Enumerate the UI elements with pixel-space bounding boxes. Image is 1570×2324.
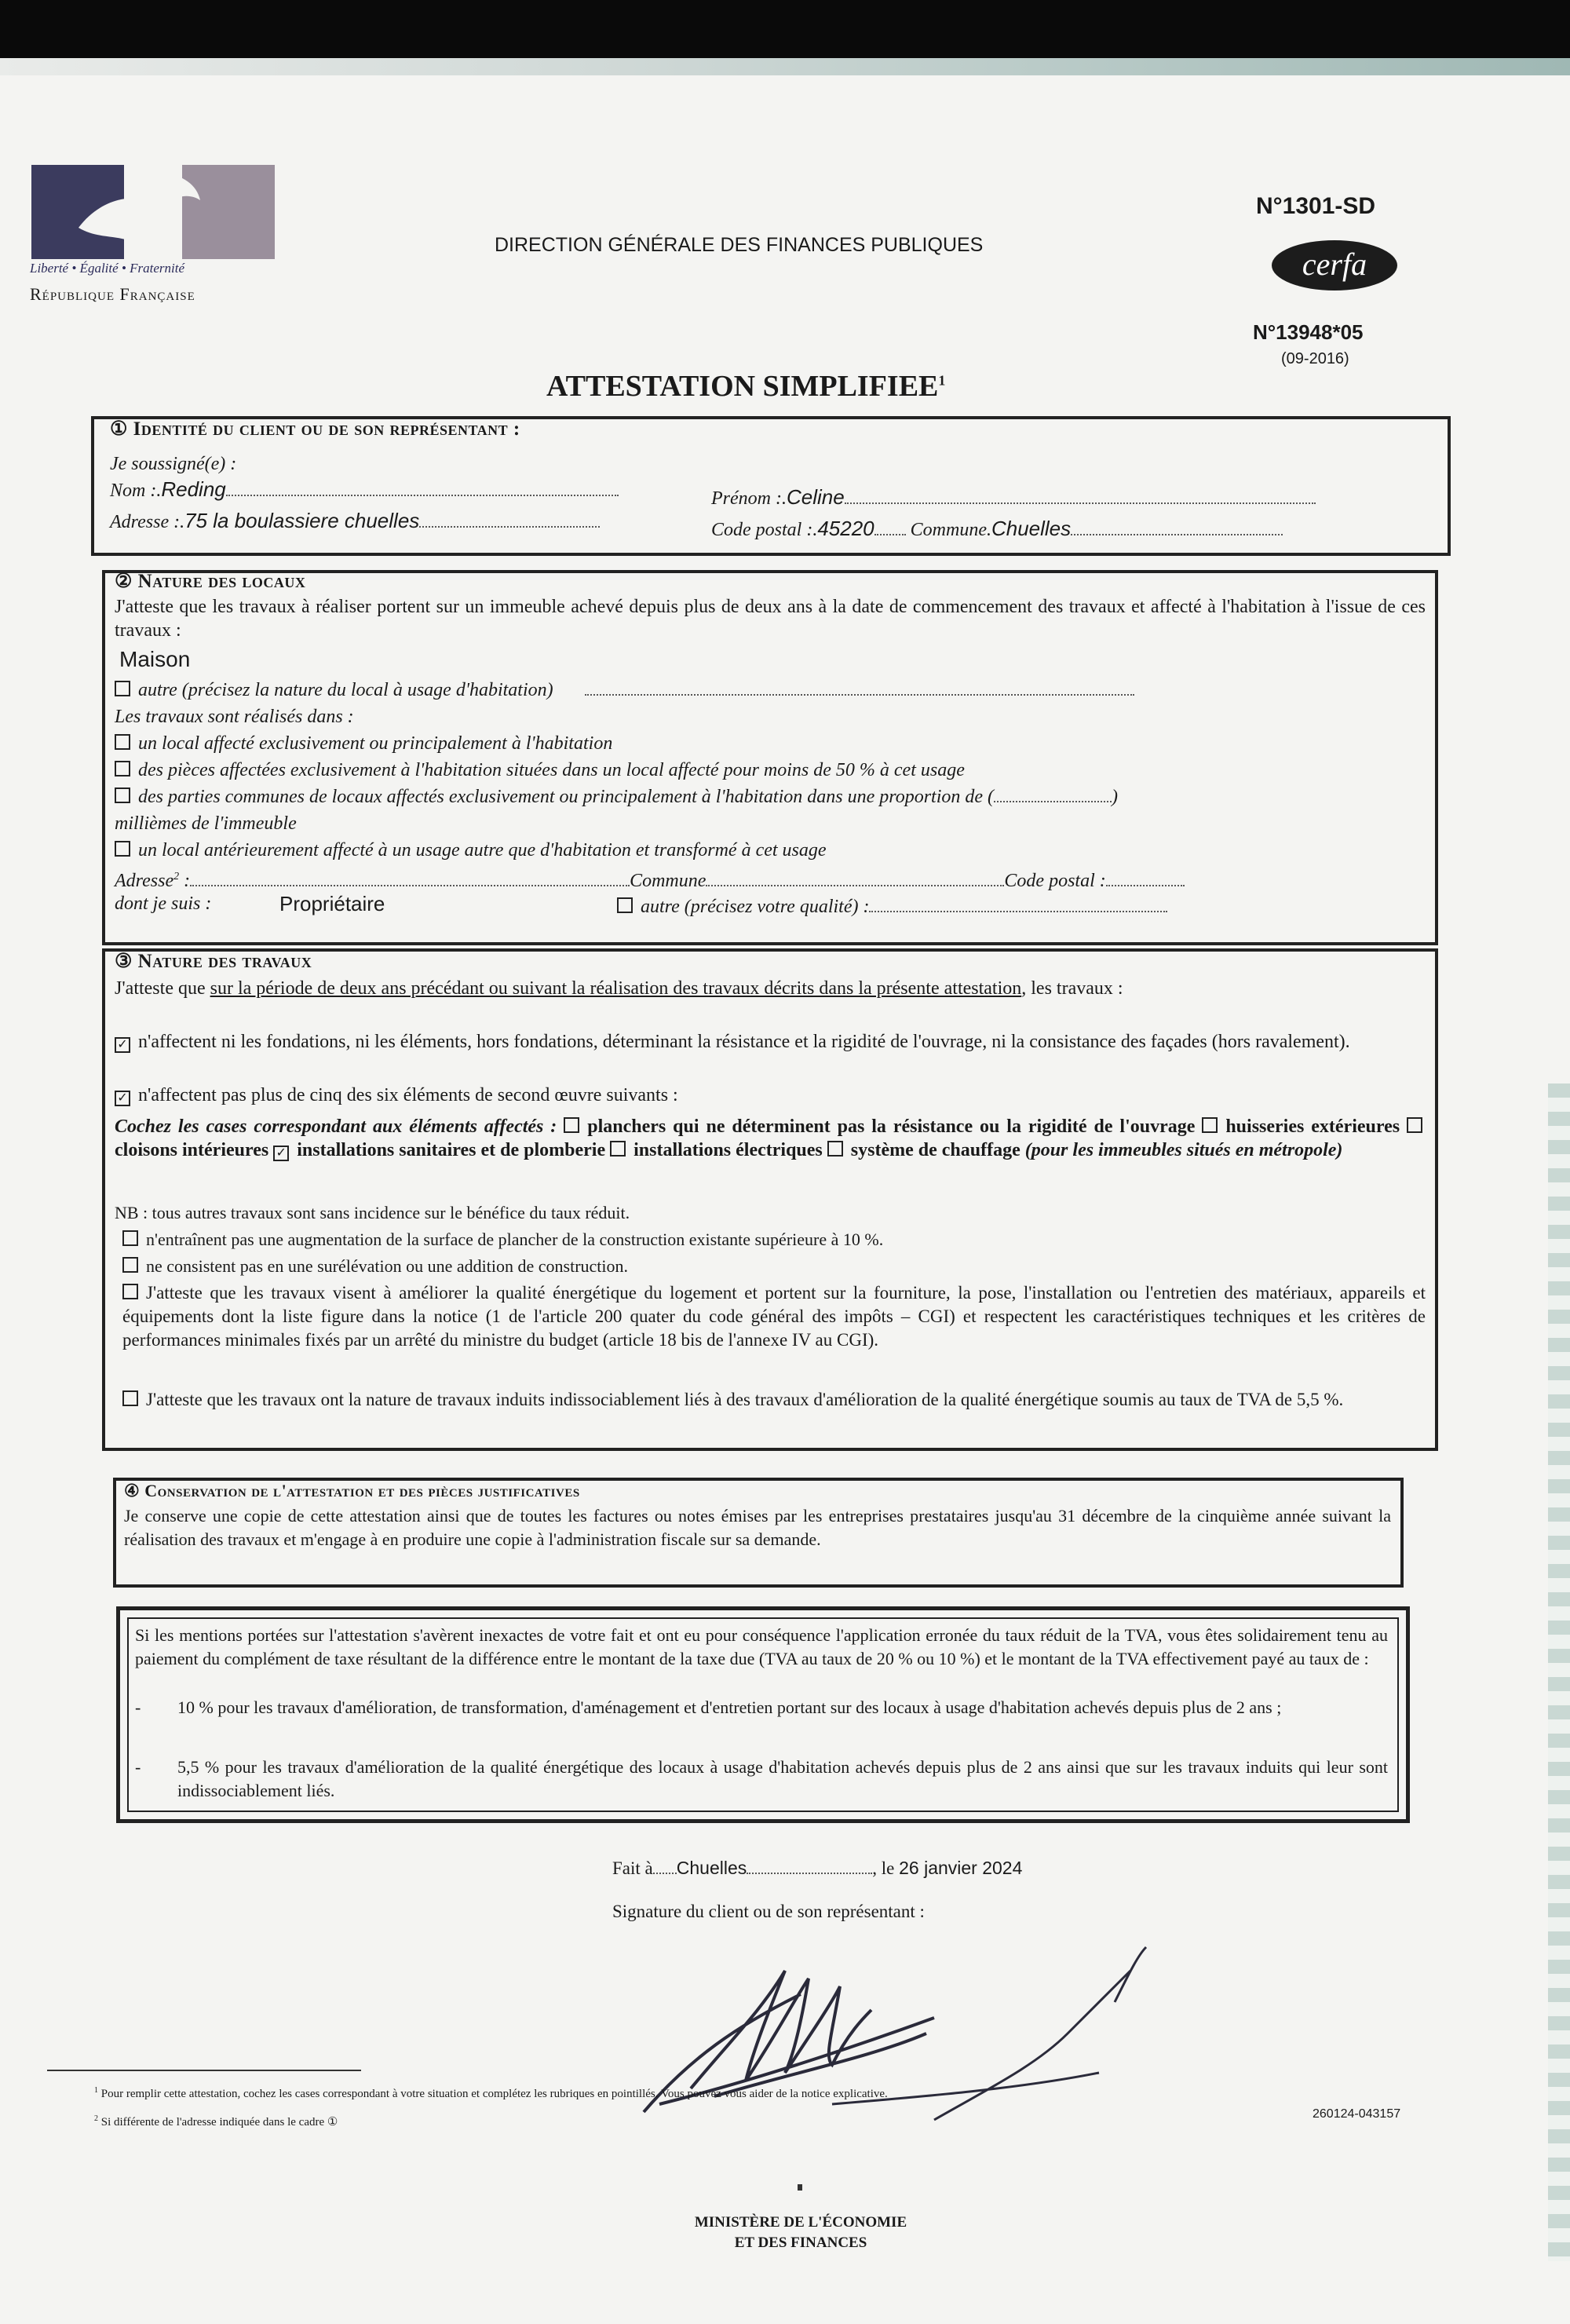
checkbox-checked[interactable]: ✓ [115,1091,130,1106]
realises-dans: Les travaux sont réalisés dans : [115,707,354,727]
document-code: 260124-043157 [1313,2107,1401,2121]
ministry-line-1: MINISTÈRE DE L'ÉCONOMIE [694,2214,907,2231]
travaux-check-6-label: J'atteste que les travaux ont la nature de travaux induits indissociablement liés à des travaux d'amélioration de la qualité énergétique soumis au taux de TVA de 5,5 %. [146,1390,1344,1409]
autre-local-option[interactable] [115,678,1134,702]
local-option-1-label: un local affecté exclusivement ou principalement à l'habitation [138,733,613,754]
title-footnote-mark: 1 [938,372,946,389]
cp-label: Code postal :. [711,520,818,540]
travaux-check-4-label: ne consistent pas en une surélévation ou une addition de construction. [146,1256,629,1276]
footnote-2: $^2$ Si différente de l'adresse indiquée dans le cadre ① [94,2114,338,2129]
cochez-instruction: Cochez les cases correspondant aux éléments affectés : [115,1116,557,1137]
autre-qualite-option[interactable] [617,895,1167,919]
checkbox[interactable] [827,1141,843,1157]
elements-list [115,1115,1430,1162]
adresse-travaux-label: Adresse [115,871,174,891]
warning-bullet-1-text: 10 % pour les travaux d'amélioration, de transformation, d'aménagement et d'entretien portant sur des locaux à usage d'habitation achevés depuis plus de 2 ans ; [177,1697,1282,1717]
element-chauffage-note: (pour les immeubles situés en métropole) [1024,1140,1343,1160]
page-title [546,369,945,404]
section3-intro-a: J'atteste que [115,978,210,999]
section3-intro [115,977,1426,1000]
ministry-emblem [798,2184,802,2191]
local-option-3[interactable] [115,785,1118,809]
cerfa-logo: cerfa [1272,240,1397,290]
date-value: 26 janvier 2024 [899,1858,1023,1878]
fabric-edge [1548,1083,1570,2261]
fait-label: Fait à [612,1858,653,1878]
fait-a-field[interactable] [612,1856,1022,1880]
local-option-2-label: des pièces affectées exclusivement à l'habitation situées dans un local affecté pour moins de 50 % à cet usage [138,760,965,780]
ministry-line-2: ET DES FINANCES [734,2234,867,2251]
checkbox[interactable] [122,1284,138,1299]
section3-intro-underlined: sur la période de deux ans précédant ou suivant la réalisation des travaux décrits dans la présente attestation [210,978,1022,999]
checkbox[interactable] [122,1257,138,1273]
element-sanitaires: installations sanitaires et de plomberie [297,1140,606,1160]
type-local-value: Maison [119,647,191,671]
qualite-value: Propriétaire [279,892,385,915]
commune-travaux-label: Commune [630,871,706,891]
adresse-footnote-mark: 2 [173,871,180,882]
section2-heading: ② Nature des locaux [115,571,306,592]
cerfa-date: (09-2016) [1281,350,1349,367]
travaux-check-6[interactable] [122,1388,1426,1412]
adresse-value: 75 la boulassiere chuelles [184,509,420,532]
warning-bullet-1: - 10 % pour les travaux d'amélioration, de transformation, d'aménagement et d'entretien portant sur des locaux à usage d'habitation achevés depuis plus de 2 ans ; [135,1697,1282,1717]
adresse-label: Adresse :. [110,512,185,532]
warning-bullet-2-text: 5,5 % pour les travaux d'amélioration de la qualité énergétique des locaux à usage d'habitation achevés depuis plus de 2 ans ainsi que sur les travaux induits qui leur sont indissociablement liés. [177,1757,1388,1800]
checkbox[interactable] [115,734,130,750]
checkbox[interactable] [610,1141,626,1157]
checkbox[interactable] [1407,1117,1422,1133]
adresse-travaux-field[interactable] [115,865,1185,893]
warning-text: Si les mentions portées sur l'attestation s'avèrent inexactes de votre fait et ont eu pour conséquence l'application erronée du taux réduit de la TVA, vous êtes solidairement tenu au paiement du complément de taxe résultant de la différence entre le montant de la taxe due (TVA au taux de 20 % ou 10 %) et le montant de la TVA effectivement payé au taux de : [135,1625,1388,1668]
cp-value: 45220 [817,517,874,540]
cp-travaux-label: Code postal : [1004,871,1106,891]
local-option-1[interactable] [115,732,612,755]
commune-label: Commune. [910,520,991,540]
section1-heading: ① Identité du client ou de son représentant : [110,418,520,440]
section-travaux [102,948,1438,1451]
footer-rule [47,2070,361,2071]
autre-qualite-label: autre (précisez votre qualité) : [641,897,870,917]
element-cloisons: cloisons intérieures [115,1140,269,1160]
element-planchers: planchers qui ne déterminent pas la résistance ou la rigidité de l'ouvrage [587,1116,1196,1137]
section3-heading: ③ Nature des travaux [115,951,312,972]
marianne-logo [31,165,275,259]
section2-intro: J'atteste que les travaux à réaliser portent sur un immeuble achevé depuis plus de deux ans à la date de commencement des travaux et affecté à l'habitation à l'issue de ces travaux : [115,597,1426,641]
checkbox-checked[interactable]: ✓ [273,1146,289,1161]
section4-heading: ④ Conservation de l'attestation et des pièces justificatives [124,1481,580,1500]
nb-note: NB : tous autres travaux sont sans incidence sur le bénéfice du taux réduit. [115,1203,630,1222]
footnote-1: $^1$ Pour remplir cette attestation, cochez les cases correspondant à votre situation et complétez les rubriques en pointillés. Vous pouvez vous aider de la notice explicative. [94,2086,888,2100]
local-option-4[interactable] [115,839,827,862]
fabric-background [0,58,1570,75]
je-soussigne: Je soussigné(e) : [110,454,237,474]
adresse-travaux-colon: : [179,871,191,891]
checkbox[interactable] [122,1390,138,1406]
local-option-3-label: des parties communes de locaux affectés exclusivement ou principalement à l'habitation dans une proportion de ( [138,787,995,807]
direction-label: DIRECTION GÉNÉRALE DES FINANCES PUBLIQUES [495,234,984,256]
checkbox[interactable] [115,841,130,857]
footnote-2-text: Si différente de l'adresse indiquée dans le cadre ① [100,2116,338,2129]
checkbox[interactable] [115,787,130,803]
travaux-check-5[interactable] [122,1281,1426,1352]
le-label: , le [872,1858,895,1878]
checkbox[interactable] [115,761,130,776]
title-text: ATTESTATION SIMPLIFIEE [546,370,939,403]
signature-label: Signature du client ou de son représentant : [612,1902,925,1921]
autre-local-label: autre (précisez la nature du local à usage d'habitation) [138,680,553,700]
travaux-check-4[interactable] [122,1255,628,1278]
nom-field[interactable] [110,477,619,502]
checkbox[interactable] [1202,1117,1218,1133]
checkbox[interactable] [115,681,130,696]
section4-text: Je conserve une copie de cette attestation ainsi que de toutes les factures ou notes émises par les entreprises prestataires jusqu'au 31 décembre de la cinquième année suivant la réalisation des travaux et m'engage à en produire une copie à l'administration fiscale sur sa demande. [124,1506,1391,1549]
travaux-check-1[interactable] [115,1030,1426,1054]
prenom-field[interactable] [711,485,1316,510]
nom-value: Reding [161,477,226,501]
local-option-2[interactable] [115,758,965,782]
travaux-check-2-label: n'affectent pas plus de cinq des six éléments de second œuvre suivants : [138,1085,678,1105]
element-electriques: installations électriques [633,1140,823,1160]
cp-commune-field[interactable] [711,517,1283,542]
dont-je-suis-label: dont je suis : [115,893,212,914]
milliemes-label: millièmes de l'immeuble [115,813,297,834]
travaux-check-3[interactable] [122,1228,883,1252]
adresse-field[interactable] [110,509,600,534]
logo-motto: Liberté • Égalité • Fraternité [30,261,184,276]
form-number: N°1301-SD [1256,193,1376,219]
travaux-check-2[interactable] [115,1083,678,1107]
checkbox-checked[interactable]: ✓ [115,1037,130,1053]
warning-bullet-2: - 5,5 % pour les travaux d'amélioration de la qualité énergétique des locaux à usage d'habitation achevés depuis plus de 2 ans ainsi que sur les travaux induits qui leur sont indissociablement liés. [135,1757,1388,1800]
nom-label: Nom :. [110,481,162,501]
checkbox[interactable] [617,897,633,913]
travaux-check-1-label: n'affectent ni les fondations, ni les éléments, hors fondations, déterminant la résistance et la rigidité de l'ouvrage, ni la consistance des façades (hors ravalement). [138,1032,1350,1052]
prenom-value: Celine [786,485,845,509]
footnote-1-text: Pour remplir cette attestation, cochez les cases correspondant à votre situation et complétez les rubriques en pointillés. Vous pouvez vous aider de la notice explicative. [100,2088,888,2100]
checkbox[interactable] [122,1230,138,1246]
cerfa-number: N°13948*05 [1253,320,1364,344]
fait-value: Chuelles [676,1858,747,1878]
element-chauffage: système de chauffage [850,1140,1020,1160]
travaux-check-3-label: n'entraînent pas une augmentation de la surface de plancher de la construction existante supérieure à 10 %. [146,1230,884,1249]
local-option-4-label: un local antérieurement affecté à un usage autre que d'habitation et transformé à cet usage [138,840,827,861]
prenom-label: Prénom :. [711,488,787,509]
commune-value: Chuelles [991,517,1072,540]
element-huisseries: huisseries extérieures [1225,1116,1400,1137]
travaux-check-5-label: J'atteste que les travaux visent à améliorer la qualité énergétique du logement et portent sur la fourniture, la pose, l'installation ou l'entretien des matériaux, appareils et équipements dont la liste figure dans la notice (1 de l'article 200 quater du code général des impôts – CGI) et respectent les caractéristiques techniques et les critères de performances minimales fixés par un arrêté du ministre du budget (article 18 bis de l'annexe IV au CGI). [122,1283,1426,1350]
section3-intro-b: , les travaux : [1021,978,1123,999]
local-option-3-close: ) [1112,787,1119,807]
logo-country: République Française [30,284,195,304]
checkbox[interactable] [564,1117,579,1133]
